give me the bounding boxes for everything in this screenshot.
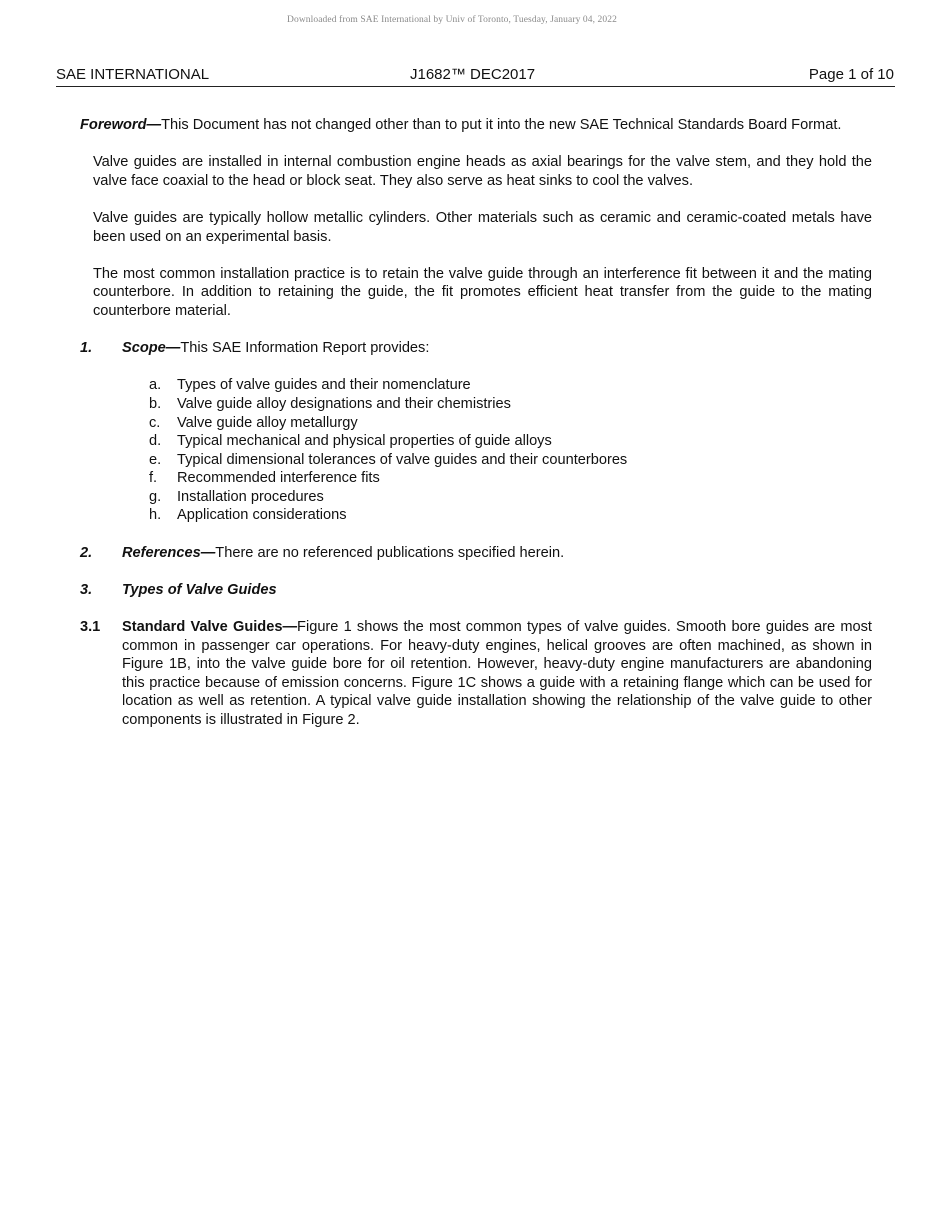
list-item-letter: b. [149, 395, 162, 412]
list-item-letter: e. [149, 451, 162, 468]
section-types [80, 581, 872, 600]
list-item [80, 395, 872, 414]
list-item-letter: h. [149, 507, 162, 524]
list-item-text: Installation procedures [177, 488, 324, 505]
list-item [80, 469, 872, 488]
list-item [80, 376, 872, 395]
document-body [80, 116, 872, 748]
list-item-letter: a. [149, 377, 162, 394]
list-item [80, 432, 872, 451]
list-item-text: Types of valve guides and their nomenclature [177, 377, 471, 394]
list-item-text: Typical mechanical and physical properties of guide alloys [177, 433, 552, 450]
section-standard-valve-guides [80, 618, 872, 730]
list-item-text: Typical dimensional tolerances of valve guides and their counterbores [177, 451, 628, 468]
body-paragraph: The most common installation practice is to retain the valve guide through an interference fit between it and the mating counterbore. In addition to retaining the guide, the fit promotes efficient heat transfer from the guide to the mating counterbore material. [93, 265, 872, 319]
section-number: 3. [80, 581, 93, 598]
section-text: Figure 1 shows the most common types of valve guides. Smooth bore guides are most common in passenger car operations. For heavy-duty engines, helical grooves are often machined, as shown in Figure 1B, into the valve guide bore for oil retention. However, heavy-duty engine manufacturers are abandoning this practice because of emission concerns. Figure 1C shows a guide with a retaining flange which can be used for location as well as retention. A typical valve guide installation showing the relationship of the valve guide to other components is illustrated in Figure 2. [122, 619, 872, 728]
section-number: 3.1 [80, 619, 101, 636]
list-item [80, 451, 872, 470]
page-header [56, 66, 895, 87]
body-paragraph: Valve guides are installed in internal combustion engine heads as axial bearings for the valve stem, and they hold the valve face coaxial to the head or block seat. They also serve as heat sinks to cool the valves. [93, 154, 872, 189]
body-paragraph: Valve guides are typically hollow metallic cylinders. Other materials such as ceramic and ceramic-coated metals have been used on an experimental basis. [93, 209, 872, 245]
scope-list [80, 376, 872, 525]
section-text: This SAE Information Report provides: [180, 340, 430, 357]
foreword-label: Foreword— [80, 117, 162, 133]
section-number: 1. [80, 340, 93, 357]
section-references [80, 544, 872, 563]
list-item-text: Valve guide alloy designations and their chemistries [177, 395, 511, 412]
list-item-text: Recommended interference fits [177, 470, 380, 487]
section-scope [80, 339, 872, 358]
foreword-text: This Document has not changed other than to put it into the new SAE Technical Standards Board Format. [161, 117, 842, 133]
list-item-letter: d. [149, 433, 162, 450]
foreword-paragraph [80, 116, 872, 135]
download-watermark: Downloaded from SAE International by Univ of Toronto, Tuesday, January 04, 2022 [287, 15, 617, 25]
list-item [80, 414, 872, 433]
section-title: References— [122, 544, 216, 561]
list-item-text: Valve guide alloy metallurgy [177, 414, 358, 431]
list-item-letter: g. [149, 488, 162, 505]
header-document-id: J1682™ DEC2017 [410, 66, 536, 83]
list-item-letter: c. [149, 414, 161, 431]
list-item-text: Application considerations [177, 507, 347, 524]
list-item [80, 488, 872, 507]
header-organization: SAE INTERNATIONAL [56, 66, 210, 83]
list-item-letter: f. [149, 470, 158, 487]
section-title: Standard Valve Guides— [122, 619, 298, 636]
list-item [80, 506, 872, 525]
section-title: Scope— [122, 340, 181, 357]
section-text: There are no referenced publications specified herein. [215, 544, 565, 561]
section-title: Types of Valve Guides [122, 581, 277, 598]
header-page-number: Page 1 of 10 [808, 66, 894, 83]
section-number: 2. [80, 544, 93, 561]
